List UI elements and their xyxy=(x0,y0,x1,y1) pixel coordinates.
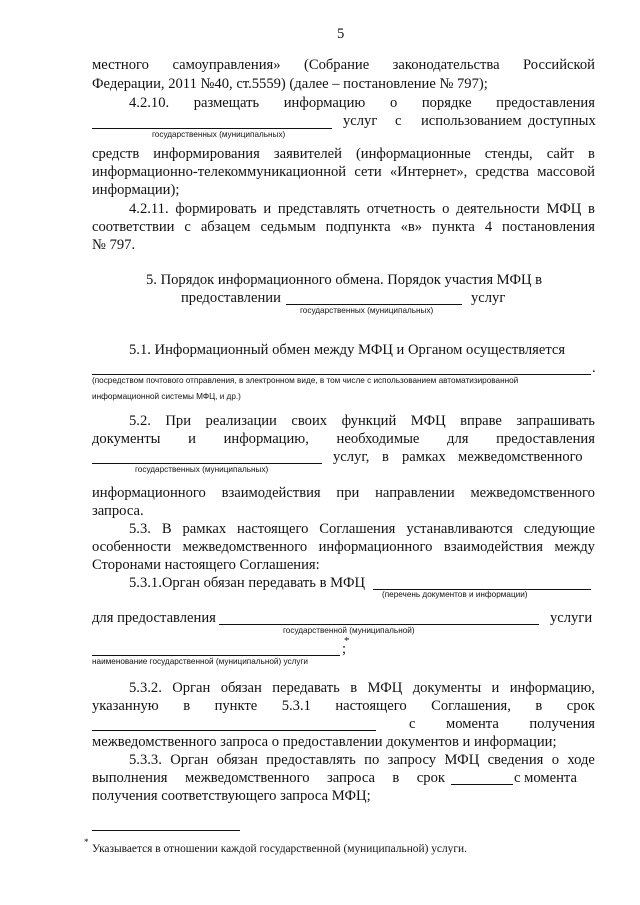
paragraph-line xyxy=(92,770,445,787)
word: подпункта xyxy=(325,219,391,235)
word: 5.3.3. xyxy=(129,752,162,768)
word: момента xyxy=(446,716,499,732)
word: предоставления xyxy=(496,431,595,447)
footnote-mark: * xyxy=(344,635,350,647)
blank-line xyxy=(92,374,591,375)
word: 5.3.2. xyxy=(129,680,162,696)
word: реализации xyxy=(205,413,277,429)
blank-caption: государственных (муниципальных) xyxy=(152,130,286,139)
word: При xyxy=(165,413,192,429)
paragraph-line xyxy=(129,680,595,697)
word: в xyxy=(588,146,595,162)
word: самоуправления» xyxy=(172,57,281,73)
word: пункте xyxy=(214,698,258,714)
word: 4.2.10. xyxy=(129,95,170,111)
section-title: услуг xyxy=(471,290,506,306)
paragraph-word: услуг xyxy=(343,113,378,129)
blank-line xyxy=(92,730,376,731)
word: 5.3. xyxy=(129,521,151,537)
word: «в» xyxy=(400,219,423,235)
footnote-mark: * xyxy=(84,837,89,847)
word: 5.2. xyxy=(129,413,151,429)
paragraph-line xyxy=(129,521,595,538)
word: информирования xyxy=(153,146,260,162)
word: МФЦ xyxy=(410,413,446,429)
word: в xyxy=(588,201,595,217)
word: и xyxy=(491,680,500,696)
word: срок xyxy=(566,698,595,714)
word: необходимые xyxy=(336,431,420,447)
word: в xyxy=(392,770,400,786)
footnote-text: Указывается в отношении каждой государственной (муниципальной) услуги. xyxy=(92,843,467,855)
word: МФЦ xyxy=(367,680,403,696)
word: между xyxy=(554,539,595,555)
word: седьмым xyxy=(260,219,316,235)
blank-line xyxy=(451,784,513,785)
paragraph-word: использованием xyxy=(421,113,522,129)
word: взаимодействия xyxy=(443,539,543,555)
paragraph-line xyxy=(92,431,595,448)
word: в xyxy=(183,698,191,714)
paragraph-line: № 797. xyxy=(92,237,136,253)
blank-caption: (перечень документов и информации) xyxy=(382,590,528,599)
blank-caption: (посредством почтового отправления, в электронном виде, в том числе с использованием автоматизированной xyxy=(92,376,519,385)
word: запросу xyxy=(387,752,437,768)
blank-caption: государственной (муниципальной) xyxy=(283,626,415,635)
word: Соглашения xyxy=(319,521,396,537)
blank-caption: наименование государственной (муниципальной) услуги xyxy=(92,657,309,666)
footnote-separator xyxy=(92,830,240,831)
punctuation: . xyxy=(592,360,596,376)
word: срок xyxy=(416,770,445,786)
word: взаимодействия xyxy=(221,485,321,501)
word: сети xyxy=(354,164,382,180)
paragraph-line xyxy=(92,164,595,181)
paragraph-word: доступных xyxy=(528,113,596,129)
word: о xyxy=(389,95,398,111)
paragraph-line: 5.1. Информационный обмен между МФЦ и Органом осуществляется xyxy=(129,342,566,358)
word: вправе xyxy=(460,413,502,429)
word: заявителей xyxy=(273,146,342,162)
word: сведения xyxy=(487,752,544,768)
word: межведомственного xyxy=(470,485,595,501)
word: предоставлять xyxy=(266,752,356,768)
paragraph-line: Федерации, 2011 №40, ст.5559) (далее – постановление № 797); xyxy=(92,76,488,92)
word: и xyxy=(263,201,272,217)
word: информацию, xyxy=(223,431,309,447)
word: порядке xyxy=(421,95,472,111)
paragraph-line: информации); xyxy=(92,182,180,198)
word: передавать xyxy=(272,680,340,696)
paragraph-line: Сторонами настоящего Соглашения: xyxy=(92,557,320,573)
word: особенности xyxy=(92,539,172,555)
word: информационного xyxy=(318,539,433,555)
paragraph-line xyxy=(92,146,595,163)
word: соответствии xyxy=(92,219,175,235)
word: указанную xyxy=(92,698,159,714)
word: 4.2.11. xyxy=(129,201,169,217)
paragraph-word: с xyxy=(395,113,402,129)
word: предоставления xyxy=(496,95,595,111)
word: запроса xyxy=(327,770,375,786)
word: информацию, xyxy=(509,680,595,696)
paragraph-word: с момента xyxy=(514,770,577,786)
word: Соглашения, xyxy=(431,698,511,714)
blank-caption: государственных (муниципальных) xyxy=(135,465,269,474)
word: «Интернет», xyxy=(389,164,468,180)
paragraph-line: 5.3.1.Орган обязан передавать в МФЦ xyxy=(129,575,366,591)
paragraph-word: услуги xyxy=(550,610,593,626)
paragraph-line xyxy=(129,413,595,430)
word: размещать xyxy=(193,95,260,111)
word: для xyxy=(447,431,469,447)
word: о xyxy=(442,201,450,217)
word: документы xyxy=(92,431,161,447)
word: законодательства xyxy=(392,57,500,73)
section-title: предоставлении xyxy=(181,290,281,306)
word: информационно-телекоммуникационной xyxy=(92,164,347,180)
word: отчетность xyxy=(366,201,436,217)
page-number: 5 xyxy=(337,26,345,42)
paragraph-word: рамках xyxy=(402,449,446,465)
word: 5.3.1 xyxy=(281,698,311,714)
word: сайт xyxy=(546,146,575,162)
punctuation: ; xyxy=(342,641,347,657)
word: выполнения xyxy=(92,770,168,786)
word: с xyxy=(184,219,191,235)
word: по xyxy=(364,752,380,768)
word: следующие xyxy=(523,521,595,537)
word: постановления xyxy=(502,219,595,235)
paragraph-line: межведомственного запроса о предоставлении документов и информации; xyxy=(92,734,557,750)
word: информационного xyxy=(92,485,206,501)
word: рамках xyxy=(182,521,227,537)
paragraph-line xyxy=(92,219,595,236)
word: в xyxy=(535,698,543,714)
paragraph-line xyxy=(92,57,595,74)
paragraph-line xyxy=(92,698,595,715)
word: при xyxy=(336,485,360,501)
blank-line xyxy=(92,463,322,464)
word: запрашивать xyxy=(516,413,595,429)
word: настоящего xyxy=(237,521,309,537)
blank-line xyxy=(92,655,340,656)
word: функций xyxy=(341,413,397,429)
word: МФЦ xyxy=(546,201,582,217)
blank-line xyxy=(286,304,462,305)
blank-line xyxy=(92,128,332,129)
word: средства xyxy=(475,164,529,180)
paragraph-word: услуг, xyxy=(333,449,370,465)
word: и xyxy=(188,431,196,447)
word: В xyxy=(161,521,172,537)
word: местного xyxy=(92,57,149,73)
word: получения xyxy=(529,716,595,732)
blank-caption: государственных (муниципальных) xyxy=(300,306,434,315)
word: устанавливаются xyxy=(406,521,513,537)
word: 4 xyxy=(484,219,493,235)
word: ходе xyxy=(567,752,595,768)
word: пункта xyxy=(432,219,475,235)
word: с xyxy=(409,716,416,732)
word: обязан xyxy=(216,752,258,768)
blank-line xyxy=(219,624,539,625)
word: документы xyxy=(412,680,482,696)
word: Орган xyxy=(170,752,209,768)
paragraph-line xyxy=(129,752,595,769)
word: межведомственного xyxy=(184,770,310,786)
word: средств xyxy=(92,146,140,162)
paragraph-word: межведомственного xyxy=(458,449,583,465)
paragraph-line xyxy=(129,95,595,112)
paragraph-line xyxy=(409,716,595,733)
paragraph-line: для предоставления xyxy=(92,610,216,626)
word: деятельности xyxy=(456,201,540,217)
word: (Собрание xyxy=(303,57,370,73)
paragraph-line: запроса. xyxy=(92,503,144,519)
paragraph-word: в xyxy=(382,449,389,465)
word: своих xyxy=(291,413,328,429)
word: информацию xyxy=(283,95,366,111)
section-title: 5. Порядок информационного обмена. Порядок участия МФЦ в xyxy=(146,272,543,288)
word: межведомственного xyxy=(182,539,308,555)
word: направлении xyxy=(375,485,455,501)
word: обязан xyxy=(220,680,262,696)
word: о xyxy=(551,752,560,768)
word: стенды, xyxy=(484,146,533,162)
word: Российской xyxy=(523,57,595,73)
word: (информационные xyxy=(355,146,471,162)
word: настоящего xyxy=(335,698,407,714)
word: в xyxy=(350,680,358,696)
paragraph-line: получения соответствующего запроса МФЦ; xyxy=(92,788,371,804)
word: массовой xyxy=(537,164,595,180)
paragraph-line xyxy=(92,539,595,556)
paragraph-line xyxy=(92,485,595,502)
word: МФЦ xyxy=(444,752,480,768)
word: абзацем xyxy=(200,219,251,235)
word: формировать xyxy=(175,201,257,217)
word: представлять xyxy=(277,201,360,217)
blank-caption: информационной системы МФЦ, и др.) xyxy=(92,392,241,401)
word: Орган xyxy=(172,680,211,696)
paragraph-line xyxy=(129,201,595,218)
